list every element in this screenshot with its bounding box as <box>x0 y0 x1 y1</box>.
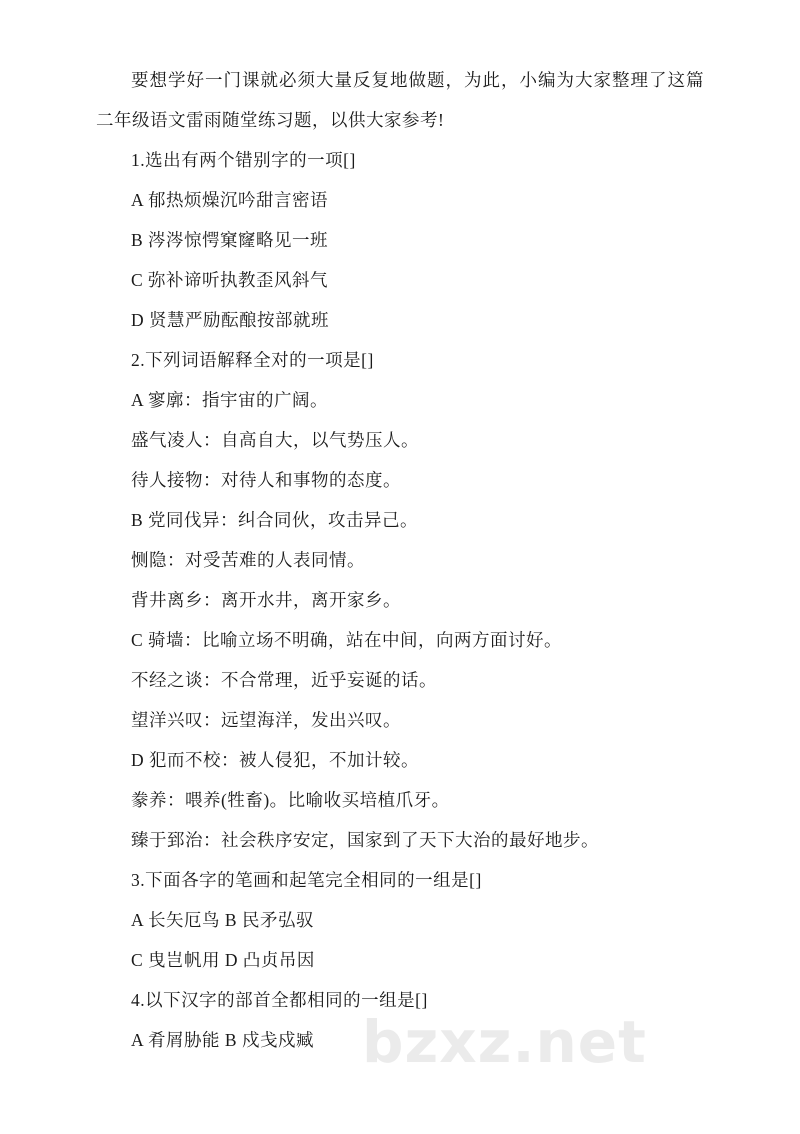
question-line-3: 3.下面各字的笔画和起笔完全相同的一组是[] <box>131 870 482 890</box>
explanation-line-8: 臻于郅治：社会秩序安定，国家到了天下大治的最好地步。 <box>131 830 599 850</box>
explanation-line-5: 不经之谈：不合常理，近乎妄诞的话。 <box>131 670 437 690</box>
option-line-d2: D 犯而不校：被人侵犯，不加计较。 <box>131 750 420 770</box>
explanation-line-4: 背井离乡：离开水井，离开家乡。 <box>131 590 401 610</box>
document-body <box>96 60 704 1060</box>
intro-paragraph: 要想学好一门课就必须大量反复地做题，为此，小编为大家整理了这篇二年级语文雷雨随堂练习题，以供大家参考! <box>96 70 704 130</box>
question-line-1: 1.选出有两个错别字的一项[] <box>131 150 356 170</box>
option-line-c2: C 骑墙：比喻立场不明确，站在中间，向两方面讨好。 <box>131 630 563 650</box>
explanation-line-1: 盛气凌人：自高自大，以气势压人。 <box>131 430 419 450</box>
option-line-b1: B 涔涔惊愕窠窿略见一班 <box>131 230 329 250</box>
explanation-line-7: 豢养：喂养(牲畜)。比喻收买培植爪牙。 <box>131 790 450 810</box>
watermark-text: bzxz.net <box>362 1008 647 1076</box>
explanation-line-3: 恻隐：对受苦难的人表同情。 <box>131 550 365 570</box>
option-line-d1: D 贤慧严励酝酿按部就班 <box>131 310 330 330</box>
explanation-line-6: 望洋兴叹：远望海洋，发出兴叹。 <box>131 710 401 730</box>
option-line-ab4: A 肴屑胁能 B 戍戋戍臧 <box>131 1030 314 1050</box>
option-line-c1: C 弥补谛听执教歪风斜气 <box>131 270 329 290</box>
option-line-a2: A 寥廓：指宇宙的广阔。 <box>131 390 329 410</box>
option-line-a1: A 郁热烦燥沉吟甜言密语 <box>131 190 329 210</box>
option-line-b2: B 党同伐异：纠合同伙，攻击异己。 <box>131 510 419 530</box>
question-line-4: 4.以下汉字的部首全都相同的一组是[] <box>131 990 428 1010</box>
option-line-cd3: C 曳岂帆用 D 凸贞吊因 <box>131 950 315 970</box>
option-line-ab3: A 长矢厄鸟 B 民矛弘驭 <box>131 910 314 930</box>
question-line-2: 2.下列词语解释全对的一项是[] <box>131 350 374 370</box>
explanation-line-2: 待人接物：对待人和事物的态度。 <box>131 470 401 490</box>
